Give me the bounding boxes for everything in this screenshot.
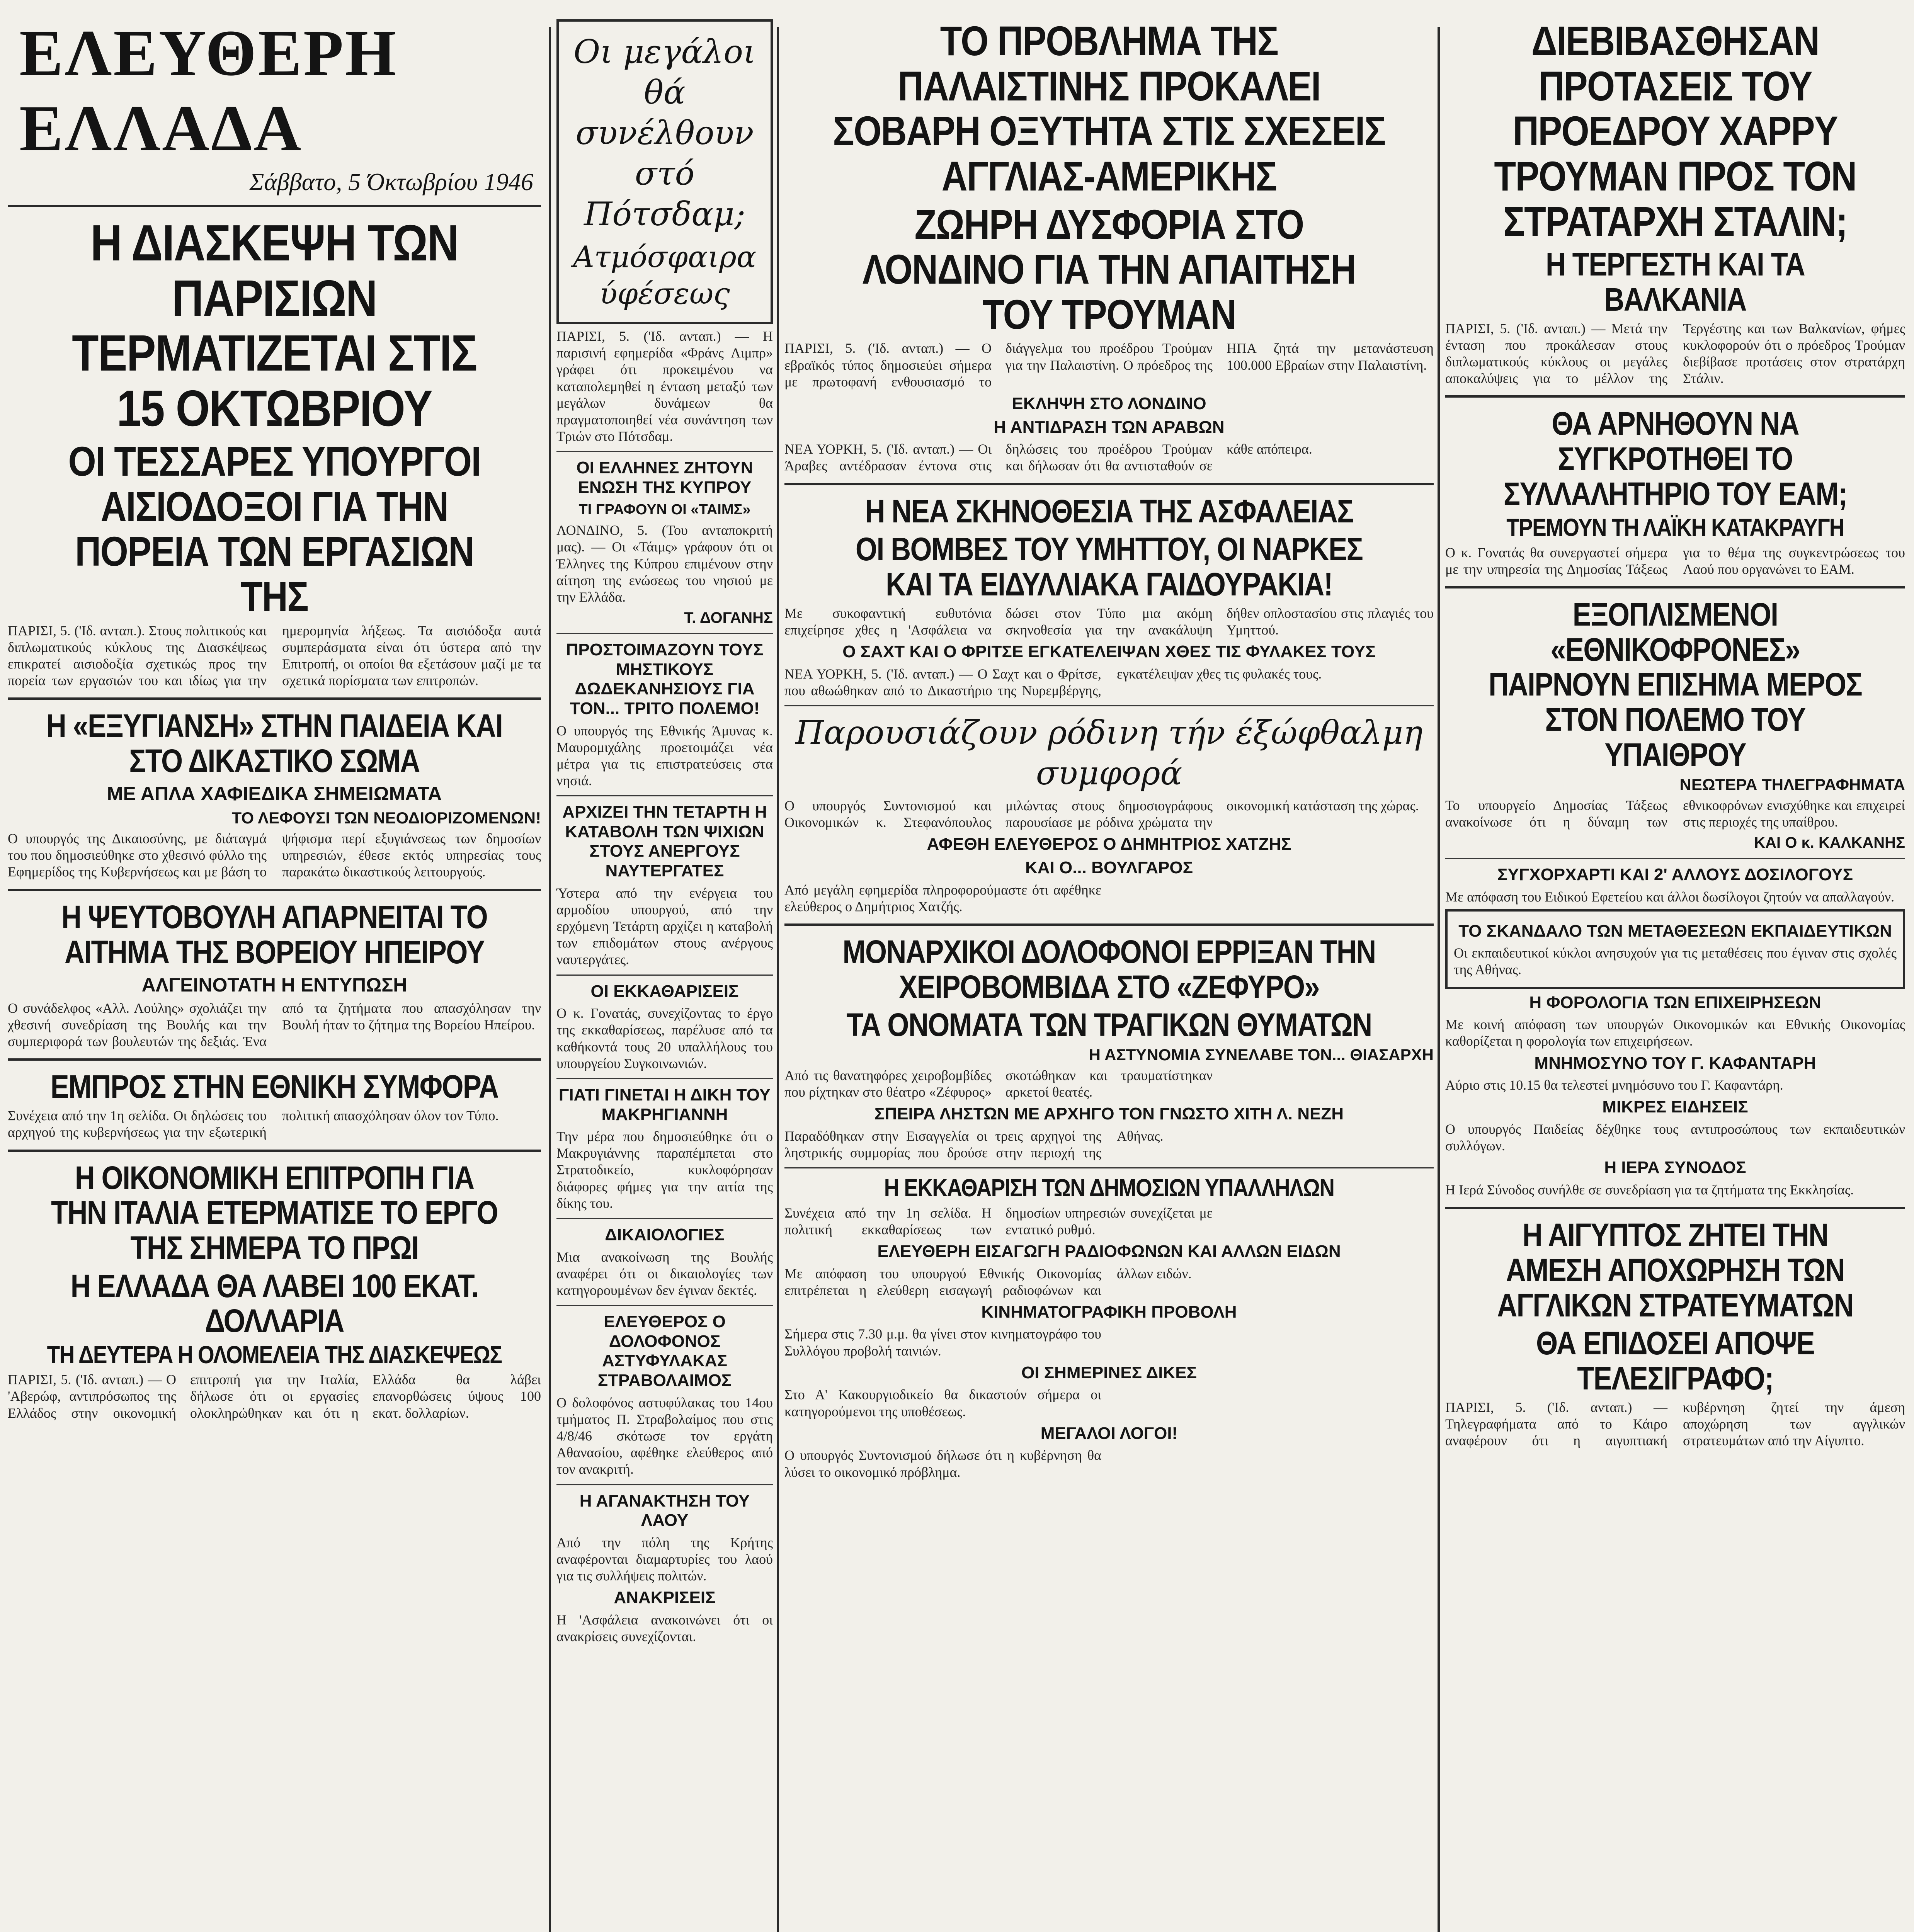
potsdam-body: ΠΑΡΙΣΙ, 5. ('Ιδ. ανταπ.) — Η παρισινή εφημερίδα «Φράνς Λιμπρ» γράφει ότι προκειμένου να καταπολεμηθεί η ένταση μεταξύ των μεγάλων δυνάμεων θα πραγματοποιηθεί νέα συνάντηση των Τριών στο Πότσδαμ. (556, 328, 773, 444)
cyprus-body: ΛΟΝΔΙΝΟ, 5. (Του ανταποκριτή μας). — Οι «Τάιμς» γράφουν ότι οι Έλληνες της Κύπρου επιμένουν στην αίτηση της ενώσεως του νησιού με την Ελλάδα. (556, 522, 773, 605)
civil-servants-headline: Η ΕΚΚΑΘΑΡΙΣΗ ΤΩΝ ΔΗΜΟΣΙΩΝ ΥΠΑΛΛΗΛΩΝ (884, 1174, 1334, 1202)
interrogations-headline: ΑΝΑΚΡΙΣΕΙΣ (614, 1588, 716, 1607)
divider (8, 697, 541, 700)
main-headline: Η ΔΙΑΣΚΕΨΗ ΤΩΝ ΠΑΡΙΣΙΩΝ ΤΕΡΜΑΤΙΖΕΤΑΙ ΣΤΙΣ 15 ΟΚΤΩΒΡΙΟΥ (72, 214, 477, 437)
education-headline: Η «ΕΞΥΓΙΑΝΣΗ» ΣΤΗΝ ΠΑΙΔΕΙΑ ΚΑΙ ΣΤΟ ΔΙΚΑΣΤΙΚΟ ΣΩΜΑ (46, 707, 503, 779)
sympheron-headline: ΕΜΠΡΟΣ ΣΤΗΝ ΕΘΝΙΚΗ ΣΥΜΦΟΡΑ (50, 1068, 498, 1105)
hatzis-subheadline: ΚΑΙ Ο... ΒΟΥΛΓΑΡΟΣ (1025, 858, 1193, 877)
main-headline-2: ΟΙ ΤΕΣΣΑΡΕΣ ΥΠΟΥΡΓΟΙ ΑΙΣΙΟΔΟΞΟΙ ΓΙΑ ΤΗΝ ΠΟΡΕΙΑ ΤΩΝ ΕΡΓΑΣΙΩΝ ΤΗΣ (68, 438, 481, 620)
taxation-headline: Η ΦΟΡΟΛΟΓΙΑ ΤΩΝ ΕΠΙΧΕΙΡΗΣΕΩΝ (1529, 993, 1821, 1012)
civil-servants-body: Συνέχεια από την 1η σελίδα. Η πολιτική εκκαθαρίσεως των δημοσίων υπηρεσιών συνεχίζεται με εντατικό ρυθμό. (784, 1205, 1213, 1237)
truman-body: ΠΑΡΙΣΙ, 5. ('Ιδ. ανταπ.) — Μετά την ένταση που προκάλεσαν στους διπλωματικούς κύκλους οι μεγάλες αποκαλύψεις για το μέλλον της Τεργέστης και των Βαλκανίων, φήμες κυκλοφορούν ότι ο πρόεδρος Τρούμαν διεβίβασε προτάσεις στον στρατάρχη Στάλιν. (1445, 320, 1905, 386)
bombs-headline-2: ΟΙ ΒΟΜΒΕΣ ΤΟΥ ΥΜΗΤΤΟΥ, ΟΙ ΝΑΡΚΕΣ ΚΑΙ ΤΑ ΕΙΔΥΛΛΙΑΚΑ ΓΑΙΔΟΥΡΑΚΙΑ! (855, 531, 1363, 602)
grenade-headline: ΜΟΝΑΡΧΙΚΟΙ ΔΟΛΟΦΟΝΟΙ ΕΡΡΙΞΑΝ ΤΗΝ ΧΕΙΡΟΒΟΜΒΙΔΑ ΣΤΟ «ΖΕΦΥΡΟ» (842, 933, 1376, 1005)
divider (8, 889, 541, 891)
grenade-subheadline: Η ΑΣΤΥΝΟΜΙΑ ΣΥΝΕΛΑΒΕ ΤΟΝ... ΘΙΑΣΑΡΧΗ (1089, 1046, 1434, 1064)
italy-headline-3: ΤΗ ΔΕΥΤΕΡΑ Η ΟΛΟΜΕΛΕΙΑ ΤΗΣ ΔΙΑΣΚΕΨΕΩΣ (47, 1341, 502, 1369)
grenade-body: Από τις θανατηφόρες χειροβομβίδες που ρίχτηκαν στο θέατρο «Ζέφυρος» σκοτώθηκαν και τραυματίστηκαν αρκετοί θεατές. (784, 1068, 1213, 1100)
collaborators-headline: ΣΥΓΧΟΡΧΑΡΤΙ ΚΑΙ 2' ΑΛΛΟΥΣ ΔΟΣΙΛΟΓΟΥΣ (1497, 865, 1853, 884)
synod-headline: Η ΙΕΡΑ ΣΥΝΟΔΟΣ (1604, 1158, 1746, 1177)
divider (784, 705, 1434, 706)
divider (1445, 395, 1905, 398)
italy-headline: Η ΟΙΚΟΝΟΜΙΚΗ ΕΠΙΤΡΟΠΗ ΓΙΑ ΤΗΝ ΙΤΑΛΙΑ ΕΤΕΡΜΑΤΙΣΕ ΤΟ ΕΡΓΟ ΤΗΣ ΣΗΜΕΡΑ ΤΟ ΠΡΩΙ (51, 1159, 498, 1266)
potsdam-subtitle: Ατμόσφαιρα ύφέσεως (573, 240, 757, 311)
divider (556, 795, 773, 796)
egypt-headline-2: ΘΑ ΕΠΙΔΟΣΕΙ ΑΠΟΨΕ ΤΕΛΕΣΙΓΡΑΦΟ; (1536, 1325, 1815, 1397)
cyprus-headline: ΟΙ ΕΛΛΗΝΕΣ ΖΗΤΟΥΝ ΕΝΩΣΗ ΤΗΣ ΚΥΠΡΟΥ (576, 458, 753, 497)
rosy-headline: Παρουσιάζουν ρόδινη τήν έξώφθαλμη συμφορά (795, 714, 1423, 792)
cinema-body: Σήμερα στις 7.30 μ.μ. θα γίνει στον κινηματογράφο του Συλλόγου προβολή ταινιών. (784, 1326, 1101, 1359)
grenade-headline-2: ΤΑ ΟΝΟΜΑΤΑ ΤΩΝ ΤΡΑΓΙΚΩΝ ΘΥΜΑΤΩΝ (846, 1007, 1372, 1043)
column-3 (784, 15, 1434, 1932)
potsdam-box (556, 19, 773, 324)
scandal-box (1445, 909, 1905, 989)
divider (8, 1150, 541, 1152)
divider (1445, 586, 1905, 588)
column-2 (556, 15, 773, 1932)
divider (556, 1218, 773, 1219)
divider (1445, 858, 1905, 859)
bombs-body: Με συκοφαντική ευθυτόνια επιχείρησε χθες η 'Ασφάλεια να δώσει στον Τύπο μια ακόμη σκηνοθεσία για την ανακάλυψη δήθεν οπλοστασίου στις πλαγιές του Υμηττού. (784, 605, 1434, 638)
purges-body: Ο κ. Γονατάς, συνεχίζοντας το έργο της εκκαθαρίσεως, παρέλυσε από τα καθήκοντά τους 20 υπαλλήλους του υπουργείου Συγκοινωνιών. (556, 1005, 773, 1071)
radio-headline: ΕΛΕΥΘΕΡΗ ΕΙΣΑΓΩΓΗ ΡΑΔΙΟΦΩΝΩΝ ΚΑΙ ΑΛΛΩΝ ΕΙΔΩΝ (877, 1242, 1341, 1261)
schacht-headline: Ο ΣΑΧΤ ΚΑΙ Ο ΦΡΙΤΣΕ ΕΓΚΑΤΕΛΕΙΨΑΝ ΧΘΕΣ ΤΙΣ ΦΥΛΑΚΕΣ ΤΟΥΣ (842, 642, 1376, 662)
outrage-body: Από την πόλη της Κρήτης αναφέρονται διαμαρτυρίες του λαού για τις συλλήψεις πολιτών. (556, 1534, 773, 1584)
sympheron-body: Συνέχεια από την 1η σελίδα. Οι δηλώσεις του αρχηγού της κυβερνήσεως για την εξωτερική πολιτική απασχόλησαν όλον τον Τύπο. (8, 1108, 499, 1140)
egypt-body: ΠΑΡΙΣΙ, 5. ('Ιδ. ανταπ.) — Τηλεγραφήματα από το Κάιρο αναφέρουν ότι η αιγυπτιακή κυβέρνηση ζητεί την άμεση αποχώρηση των αγγλικών στρατευμάτων από την Αίγυπτο. (1445, 1399, 1905, 1449)
seamen-headline: ΑΡΧΙΖΕΙ ΤΗΝ ΤΕΤΑΡΤΗ Η ΚΑΤΑΒΟΛΗ ΤΩΝ ΨΙΧΙΩΝ ΣΤΟΥΣ ΑΝΕΡΓΟΥΣ ΝΑΥΤΕΡΓΑΤΕΣ (562, 803, 767, 881)
main-article-body: ΠΑΡΙΣΙ, 5. ('Ιδ. ανταπ.). Στους πολιτικούς και διπλωματικούς κύκλους της Διασκέψεως επικρατεί αισιοδοξία σχετικώς προς την πορεία των εργασιών του και ιδίως για την ημερομηνία λήξεως. Τα αισιόδοξα αυτά συμπεράσματα είναι ότι ύστερα από την Επιτροπή, οι οποίοι θα εξετάσουν μαζί με τα σχετικά πορίσματα των επιτροπών. (8, 622, 541, 689)
divider (784, 1167, 1434, 1168)
divider (556, 451, 773, 452)
trials-headline: ΟΙ ΣΗΜΕΡΙΝΕΣ ΔΙΚΕΣ (1021, 1363, 1197, 1382)
column-1 (8, 15, 541, 1932)
big-words-body: Ο υπουργός Συντονισμού δήλωσε ότι η κυβέρνηση θα λύσει το οικονομικό πρόβλημα. (784, 1447, 1101, 1480)
education-byline: ΤΟ ΛΕΦΟΥΣΙ ΤΩΝ ΝΕΟΔΙΟΡΙΖΟΜΕΝΩΝ! (231, 808, 541, 827)
policeman-headline: ΕΛΕΥΘΕΡΟΣ Ο ΔΟΛΟΦΟΝΟΣ ΑΣΤΥΦΥΛΑΚΑΣ ΣΤΡΑΒΟΛΑΙΜΟΣ (597, 1312, 732, 1390)
eam-headline-2: ΤΡΕΜΟΥΝ ΤΗ ΛΑΪΚΗ ΚΑΤΑΚΡΑΥΓΗ (1506, 514, 1844, 542)
nationalists-subheadline: ΝΕΩΤΕΡΑ ΤΗΛΕΓΡΑΦΗΜΑΤΑ (1679, 775, 1905, 794)
divider (1445, 1207, 1905, 1209)
memorial-body: Αύριο στις 10.15 θα τελεστεί μνημόσυνο του Γ. Καφαντάρη. (1445, 1077, 1783, 1093)
truman-headline: ΔΙΕΒΙΒΑΣΘΗΣΑΝ ΠΡΟΤΑΣΕΙΣ ΤΟΥ ΠΡΟΕΔΡΟΥ ΧΑΡΡΥ ΤΡΟΥΜΑΝ ΠΡΟΣ ΤΟΝ ΣΤΡΑΤΑΡΧΗ ΣΤΑΛΙΝ; (1494, 17, 1856, 245)
radio-body: Με απόφαση του υπουργού Εθνικής Οικονομίας επιτρέπεται η ελεύθερη εισαγωγή ραδιοφώνων και άλλων ειδών. (784, 1265, 1192, 1298)
schacht-body: ΝΕΑ ΥΟΡΚΗ, 5. ('Ιδ. ανταπ.) — Ο Σαχτ και ο Φρίτσε, που αθωώθηκαν από το Δικαστήριο της Νυρεμβέργης, εγκατέλειψαν χθες τις φυλακές τους. (784, 666, 1322, 698)
epirus-headline: Η ΨΕΥΤΟΒΟΥΛΗ ΑΠΑΡΝΕΙΤΑΙ ΤΟ ΑΙΤΗΜΑ ΤΗΣ ΒΟΡΕΙΟΥ ΗΠΕΙΡΟΥ (61, 899, 488, 971)
trial-headline: ΓΙΑΤΙ ΓΙΝΕΤΑΙ Η ΔΙΚΗ ΤΟΥ ΜΑΚΡΗΓΙΑΝΝΗ (558, 1085, 771, 1124)
divider (784, 483, 1434, 485)
education-subheadline: ΜΕ ΑΠΛΑ ΧΑΦΙΕΔΙΚΑ ΣΗΜΕΙΩΜΑΤΑ (107, 782, 442, 804)
divider (556, 1305, 773, 1306)
divider (8, 1058, 541, 1061)
bandits-headline: ΣΠΕΙΡΑ ΛΗΣΤΩΝ ΜΕ ΑΡΧΗΓΟ ΤΟΝ ΓΝΩΣΤΟ ΧΙΤΗ Λ. ΝΕΖΗ (874, 1104, 1344, 1124)
collaborators-body: Με απόφαση του Ειδικού Εφετείου και άλλοι δωσίλογοι ζητούν να απαλλαγούν. (1445, 889, 1895, 905)
outrage-headline: Η ΑΓΑΝΑΚΤΗΣΗ ΤΟΥ ΛΑΟΥ (579, 1491, 750, 1530)
excuses-body: Μια ανακοίνωση της Βουλής αναφέρει ότι οι δικαιολογίες των κατηγορουμένων δεν έγιναν δεκτές. (556, 1249, 773, 1298)
masthead-date: Σάββατο, 5 Όκτωβρίου 1946 (249, 168, 533, 196)
palestine-subheadline-2: Η ΑΝΤΙΔΡΑΣΗ ΤΩΝ ΑΡΑΒΩΝ (994, 417, 1225, 437)
scandal-body: Οι εκπαιδευτικοί κύκλοι ανησυχούν για τις μεταθέσεις που έγιναν στις σχολές της Αθήνας. (1454, 945, 1897, 978)
nationalists-body: Το υπουργείο Δημοσίας Τάξεως ανακοίνωσε ότι η δύναμη των εθνικοφρόνων ενισχύθηκε και επιχειρεί στις περιοχές της υπαίθρου. (1445, 797, 1905, 830)
potsdam-title: Οι μεγάλοι θά συνέλθουν στό Πότσδαμ; (573, 33, 756, 233)
cyprus-source: ΤΙ ΓΡΑΦΟΥΝ ΟΙ «ΤΑΙΜΣ» (578, 501, 751, 518)
masthead-title: ΕΛΕΥΘΕΡΗ ΕΛΛΑΔΑ (19, 17, 398, 165)
palestine-body: ΠΑΡΙΣΙ, 5. ('Ιδ. ανταπ.) — Ο εβραϊκός τύπος δημοσιεύει σήμερα με πρωτοφανή ενθουσιασμό το διάγγελμα του προέδρου Τρούμαν για την Παλαιστίνη. Ο πρόεδρος της ΗΠΑ ζητά την μετανάστευση 100.000 Εβραίων στην Παλαιστίνη. (784, 340, 1434, 389)
excuses-headline: ΔΙΚΑΙΟΛΟΓΙΕΣ (605, 1225, 725, 1245)
cinema-headline: ΚΙΝΗΜΑΤΟΓΡΑΦΙΚΗ ΠΡΟΒΟΛΗ (981, 1302, 1237, 1321)
synod-body: Η Ιερά Σύνοδος συνήλθε σε συνεδρίαση για τα ζητήματα της Εκκλησίας. (1445, 1182, 1854, 1197)
divider (556, 633, 773, 634)
taxation-body: Με κοινή απόφαση των υπουργών Οικονομικών και Εθνικής Οικονομίας καθορίζεται η φορολογία των επιχειρήσεων. (1445, 1017, 1905, 1049)
seamen-body: Ύστερα από την ενέργεια του αρμοδίου υπουργού, από την ερχόμενη Τετάρτη αρχίζει η καταβολή των επιδομάτων στους ανέργους ναυτεργάτες. (556, 885, 773, 968)
egypt-headline: Η ΑΙΓΥΠΤΟΣ ΖΗΤΕΙ ΤΗΝ ΑΜΕΣΗ ΑΠΟΧΩΡΗΣΗ ΤΩΝ ΑΓΓΛΙΚΩΝ ΣΤΡΑΤΕΥΜΑΤΩΝ (1497, 1217, 1853, 1323)
interrogations-body: Η 'Ασφάλεια ανακοινώνει ότι οι ανακρίσεις συνεχίζονται. (556, 1612, 773, 1645)
truman-headline-2: Η ΤΕΡΓΕΣΤΗ ΚΑΙ ΤΑ ΒΑΛΚΑΝΙΑ (1545, 246, 1805, 318)
epirus-subheadline: ΑΛΓΕΙΝΟΤΑΤΗ Η ΕΝΤΥΠΩΣΗ (141, 974, 407, 996)
italy-body: ΠΑΡΙΣΙ, 5. ('Ιδ. ανταπ.) — Ο 'Αβερώφ, αντιπρόσωπος της Ελλάδος στην οικονομική επιτροπή για την Ιταλία, δήλωσε ότι οι εργασίες ολοκληρώθηκαν και ότι η Ελλάδα θα λάβει επανορθώσεις ύψους 100 εκατ. δολλαρίων. (8, 1372, 541, 1421)
bombs-headline: Η ΝΕΑ ΣΚΗΝΟΘΕΣΙΑ ΤΗΣ ΑΣΦΑΛΕΙΑΣ (865, 493, 1353, 529)
education-body: Ο υπουργός της Δικαιοσύνης, με διάταγμά του που δημοσιεύθηκε στο χθεσινό φύλλο της Εφημερίδος της Κυβερνήσεως και με βάση το ψήφισμα περί εξυγιάνσεως των δημοσίων υπηρεσιών, έθεσε εκτός υπηρεσίας τους παρακάτω δικαστικούς λειτουργούς. (8, 830, 541, 880)
scandal-headline: ΤΟ ΣΚΑΝΔΑΛΟ ΤΩΝ ΜΕΤΑΘΕΣΕΩΝ ΕΚΠΑΙΔΕΥΤΙΚΩΝ (1458, 921, 1892, 940)
epirus-body: Ο συνάδελφος «Αλλ. Λούλης» σχολιάζει την χθεσινή συνεδρίαση της Βουλής και την συμπεριφορά των βουλευτών της δεξιάς. Ένα από τα ζητήματα που απασχόλησαν την Βουλή ήταν το ζήτημα της Βορείου Ηπείρου. (8, 1000, 541, 1049)
column-rule (1438, 27, 1440, 1932)
rosy-body: Ο υπουργός Συντονισμού και Οικονομικών κ. Στεφανόπουλος μιλώντας στους δημοσιογράφους παρουσίασε με ρόδινα χρώματα την οικονομική κατάσταση της χώρας. (784, 798, 1419, 830)
trial-body: Την μέρα που δημοσιεύθηκε ότι ο Μακρυγιάννης παραπέμπεται στο Στρατοδικείο, κυκλοφόρησαν διάφορες φήμες για την αιτία της δίκης του. (556, 1129, 773, 1211)
eam-headline: ΘΑ ΑΡΝΗΘΟΥΝ ΝΑ ΣΥΓΚΡΟΤΗΘΕΙ ΤΟ ΣΥΛΛΑΛΗΤΗΡΙΟ ΤΟΥ ΕΑΜ; (1503, 405, 1847, 512)
divider (556, 1484, 773, 1485)
nationalists-signature: ΚΑΙ Ο κ. ΚΑΛΚΑΝΗΣ (1754, 834, 1905, 851)
eam-body: Ο κ. Γονατάς θα συνεργαστεί σήμερα με την υπηρεσία της Δημοσίας Τάξεως για το θέμα της συγκεντρώσεως του Λαού που οργανώνει το ΕΑΜ. (1445, 544, 1905, 577)
divider (556, 1078, 773, 1079)
divider (556, 975, 773, 976)
cyprus-signature: Τ. ΔΟΓΑΝΗΣ (684, 609, 773, 627)
palestine-headline-2: ΖΩΗΡΗ ΔΥΣΦΟΡΙΑ ΣΤΟ ΛΟΝΔΙΝΟ ΓΙΑ ΤΗΝ ΑΠΑΙΤΗΣΗ ΤΟΥ ΤΡΟΥΜΑΝ (862, 201, 1356, 338)
italy-headline-2: Η ΕΛΛΑΔΑ ΘΑ ΛΑΒΕΙ 100 ΕΚΑΤ. ΔΟΛΛΑΡΙΑ (70, 1267, 478, 1339)
palestine-body-2: ΝΕΑ ΥΟΡΚΗ, 5. ('Ιδ. ανταπ.) — Οι Άραβες αντέδρασαν έντονα στις δηλώσεις του προέδρου Τρούμαν και δήλωσαν ότι θα αντισταθούν σε κάθε απόπειρα. (784, 441, 1312, 474)
bandits-body: Παραδόθηκαν στην Εισαγγελία οι τρεις αρχηγοί της ληστρικής συμμορίας που δρούσε στην περιοχή της Αθήνας. (784, 1128, 1164, 1161)
short-news-body: Ο υπουργός Παιδείας δέχθηκε τους αντιπροσώπους των εκπαιδευτικών συλλόγων. (1445, 1121, 1905, 1154)
warn-headline: ΠΡΟΣΤΟΙΜΑΖΟΥΝ ΤΟΥΣ ΜΗΣΤΙΚΟΥΣ ΔΩΔΕΚΑΝΗΣΙΟΥΣ ΓΙΑ ΤΟΝ... ΤΡΙΤΟ ΠΟΛΕΜΟ! (566, 640, 764, 718)
memorial-headline: ΜΝΗΜΟΣΥΝΟ ΤΟΥ Γ. ΚΑΦΑΝΤΑΡΗ (1534, 1053, 1816, 1073)
divider (8, 205, 541, 207)
column-rule (549, 27, 551, 1932)
big-words-headline: ΜΕΓΑΛΟΙ ΛΟΓΟΙ! (1040, 1423, 1178, 1443)
hatzis-body: Από μεγάλη εφημερίδα πληροφορούμαστε ότι αφέθηκε ελεύθερος ο Δημήτριος Χατζής. (784, 882, 1101, 914)
divider (784, 923, 1434, 926)
column-4 (1445, 15, 1905, 1932)
palestine-subheadline-1: ΕΚΛΗΨΗ ΣΤΟ ΛΟΝΔΙΝΟ (1012, 394, 1206, 413)
nationalists-headline: ΕΞΟΠΛΙΣΜΕΝΟΙ «ΕΘΝΙΚΟΦΡΟΝΕΣ» ΠΑΙΡΝΟΥΝ ΕΠΙΣΗΜΑ ΜΕΡΟΣ ΣΤΟΝ ΠΟΛΕΜΟ ΤΟΥ ΥΠΑΙΘΡΟΥ (1489, 596, 1862, 773)
column-rule (777, 27, 779, 1932)
purges-headline: ΟΙ ΕΚΚΑΘΑΡΙΣΕΙΣ (590, 981, 739, 1001)
policeman-body: Ο δολοφόνος αστυφύλακας του 14ου τμήματος Π. Στραβολαίμος που στις 4/8/46 σκότωσε τον εργάτη Αθανασίου, αφέθηκε ελεύθερος από τον ανακριτή. (556, 1395, 773, 1477)
palestine-headline: ΤΟ ΠΡΟΒΛΗΜΑ ΤΗΣ ΠΑΛΑΙΣΤΙΝΗΣ ΠΡΟΚΑΛΕΙ ΣΟΒΑΡΗ ΟΞΥΤΗΤΑ ΣΤΙΣ ΣΧΕΣΕΙΣ ΑΓΓΛΙΑΣ-ΑΜΕΡΙΚΗΣ (833, 17, 1385, 199)
short-news-headline: ΜΙΚΡΕΣ ΕΙΔΗΣΕΙΣ (1602, 1097, 1748, 1117)
trials-body: Στο Α' Κακουργιοδικείο θα δικαστούν σήμερα οι κατηγορούμενοι της υποθέσεως. (784, 1387, 1101, 1419)
warn-body: Ο υπουργός της Εθνικής Άμυνας κ. Μαυρομιχάλης προετοιμάζει νέα μέτρα για τις επιστρατεύσεις στα νησιά. (556, 723, 773, 789)
hatzis-headline: ΑΦΕΘΗ ΕΛΕΥΘΕΡΟΣ Ο ΔΗΜΗΤΡΙΟΣ ΧΑΤΖΗΣ (927, 835, 1291, 854)
